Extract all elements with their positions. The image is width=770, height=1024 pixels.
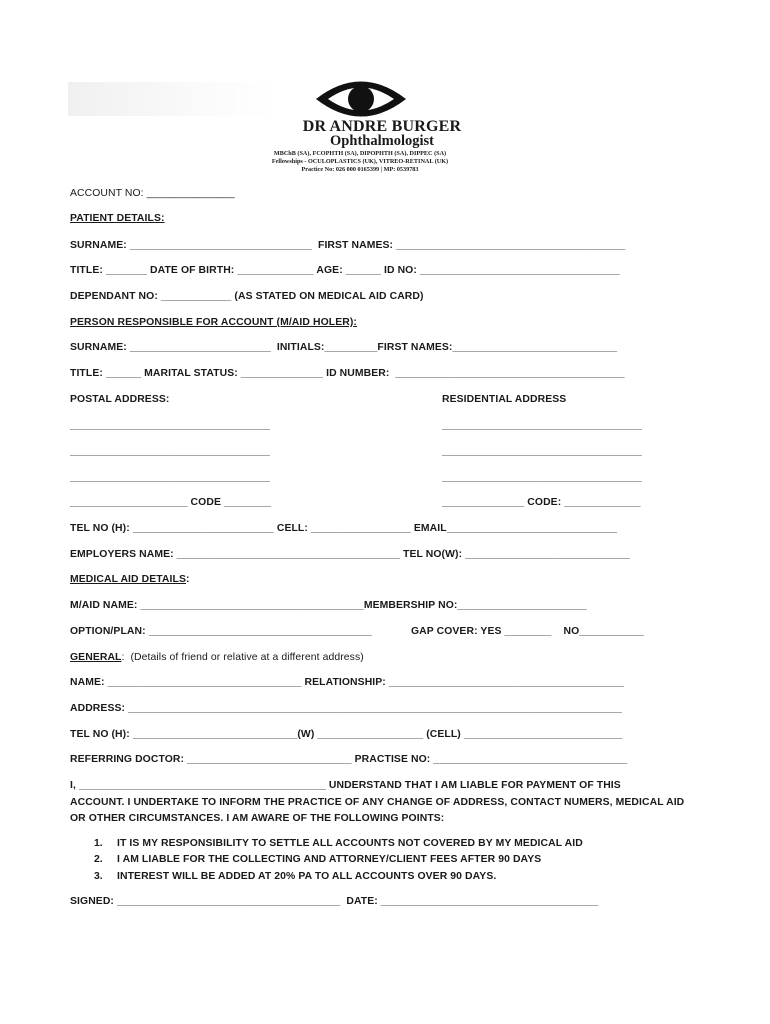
medical-aid-heading-colon: : bbox=[186, 574, 190, 585]
doctor-name: DR ANDRE BURGER bbox=[302, 118, 462, 135]
residential-address-line[interactable]: __________________________________ bbox=[442, 446, 642, 457]
residential-address-line[interactable]: __________________________________ bbox=[442, 420, 642, 431]
declaration-point: IT IS MY RESPONSIBILITY TO SETTLE ALL ACCOUNTS NOT COVERED BY MY MEDICAL AID bbox=[117, 838, 583, 849]
postal-code-field[interactable]: ____________________ CODE ________ bbox=[70, 497, 271, 508]
referring-doctor-field[interactable]: REFERRING DOCTOR: ____________________________ PRACTISE NO: _________________________________ bbox=[70, 754, 628, 765]
postal-address-line[interactable]: __________________________________ bbox=[70, 420, 270, 431]
signed-date-field[interactable]: SIGNED: ______________________________________ DATE: _____________________________________ bbox=[70, 896, 599, 907]
general-note: : (Details of friend or relative at a different address) bbox=[121, 652, 364, 663]
general-heading bbox=[70, 652, 364, 663]
patient-details-heading: PATIENT DETAILS: bbox=[70, 213, 165, 224]
doctor-fellowships: Fellowships - OCULOPLASTICS (UK), VITREO-RETINAL (UK) bbox=[271, 158, 449, 165]
resp-surname-field[interactable]: SURNAME: ________________________ INITIALS:_________FIRST NAMES:____________________________ bbox=[70, 342, 618, 353]
declaration-point: INTEREST WILL BE ADDED AT 20% PA TO ALL ACCOUNTS OVER 90 DAYS. bbox=[117, 871, 497, 882]
declaration-line-3: OR OTHER CIRCUMSTANCES. I AM AWARE OF THE FOLLOWING POINTS: bbox=[70, 813, 445, 824]
doctor-qualifications: MBChB (SA), FCOPHTH (SA), DIPOPHTH (SA), DIPPEC (SA) bbox=[273, 150, 447, 157]
account-no-field[interactable]: ACCOUNT NO: _______________ bbox=[70, 188, 235, 199]
gap-cover-field[interactable]: GAP COVER: YES ________ NO___________ bbox=[411, 626, 644, 637]
residential-address-label: RESIDENTIAL ADDRESS bbox=[442, 394, 567, 405]
general-address-field[interactable]: ADDRESS: ____________________________________________________________________________________ bbox=[70, 703, 622, 714]
medical-aid-heading bbox=[70, 574, 190, 585]
point-number: 1. bbox=[94, 838, 103, 849]
patient-surname-field[interactable]: SURNAME: _______________________________ FIRST NAMES: _______________________________________ bbox=[70, 240, 626, 251]
point-number: 2. bbox=[94, 854, 103, 865]
postal-address-line[interactable]: __________________________________ bbox=[70, 472, 270, 483]
declaration-line-1[interactable]: I, __________________________________________ UNDERSTAND THAT I AM LIABLE FOR PAYMENT OF THIS bbox=[70, 780, 621, 791]
declaration-line-2: ACCOUNT. I UNDERTAKE TO INFORM THE PRACTICE OF ANY CHANGE OF ADDRESS, CONTACT NUMERS, MEDICAL AID bbox=[70, 797, 685, 808]
employer-field[interactable]: EMPLOYERS NAME: ______________________________________ TEL NO(W): ____________________________ bbox=[70, 549, 630, 560]
residential-code-field[interactable]: ______________ CODE: _____________ bbox=[442, 497, 641, 508]
declaration-point: I AM LIABLE FOR THE COLLECTING AND ATTORNEY/CLIENT FEES AFTER 90 DAYS bbox=[117, 854, 542, 865]
option-plan-field[interactable]: OPTION/PLAN: ______________________________________ bbox=[70, 626, 373, 637]
responsible-person-heading: PERSON RESPONSIBLE FOR ACCOUNT (M/AID HOLER): bbox=[70, 317, 357, 328]
postal-address-label: POSTAL ADDRESS: bbox=[70, 394, 170, 405]
point-number: 3. bbox=[94, 871, 103, 882]
eye-logo-icon bbox=[313, 76, 409, 122]
tel-cell-email-field[interactable]: TEL NO (H): ________________________ CELL: _________________ EMAIL_____________________________ bbox=[70, 523, 618, 534]
medical-aid-name-field[interactable]: M/AID NAME: ______________________________________MEMBERSHIP NO:______________________ bbox=[70, 600, 587, 611]
general-tel-field[interactable]: TEL NO (H): ____________________________(W) __________________ (CELL) ___________________________ bbox=[70, 729, 623, 740]
resp-title-field[interactable]: TITLE: ______ MARITAL STATUS: ______________ ID NUMBER: _______________________________________ bbox=[70, 368, 625, 379]
general-name-field[interactable]: NAME: _________________________________ RELATIONSHIP: ________________________________________ bbox=[70, 677, 625, 688]
dependant-no-field[interactable]: DEPENDANT NO: ____________ (AS STATED ON MEDICAL AID CARD) bbox=[70, 291, 424, 302]
residential-address-line[interactable]: __________________________________ bbox=[442, 472, 642, 483]
doctor-specialty: Ophthalmologist bbox=[330, 133, 434, 149]
patient-title-dob-field[interactable]: TITLE: _______ DATE OF BIRTH: _____________ AGE: ______ ID NO: __________________________________ bbox=[70, 265, 620, 276]
practice-numbers: Practice No: 026 000 0165399 | MP: 0539783 bbox=[301, 166, 419, 173]
postal-address-line[interactable]: __________________________________ bbox=[70, 446, 270, 457]
scan-smudge bbox=[68, 82, 278, 116]
general-heading-text: GENERAL bbox=[70, 652, 122, 663]
medical-aid-heading-text: MEDICAL AID DETAILS bbox=[70, 574, 187, 585]
